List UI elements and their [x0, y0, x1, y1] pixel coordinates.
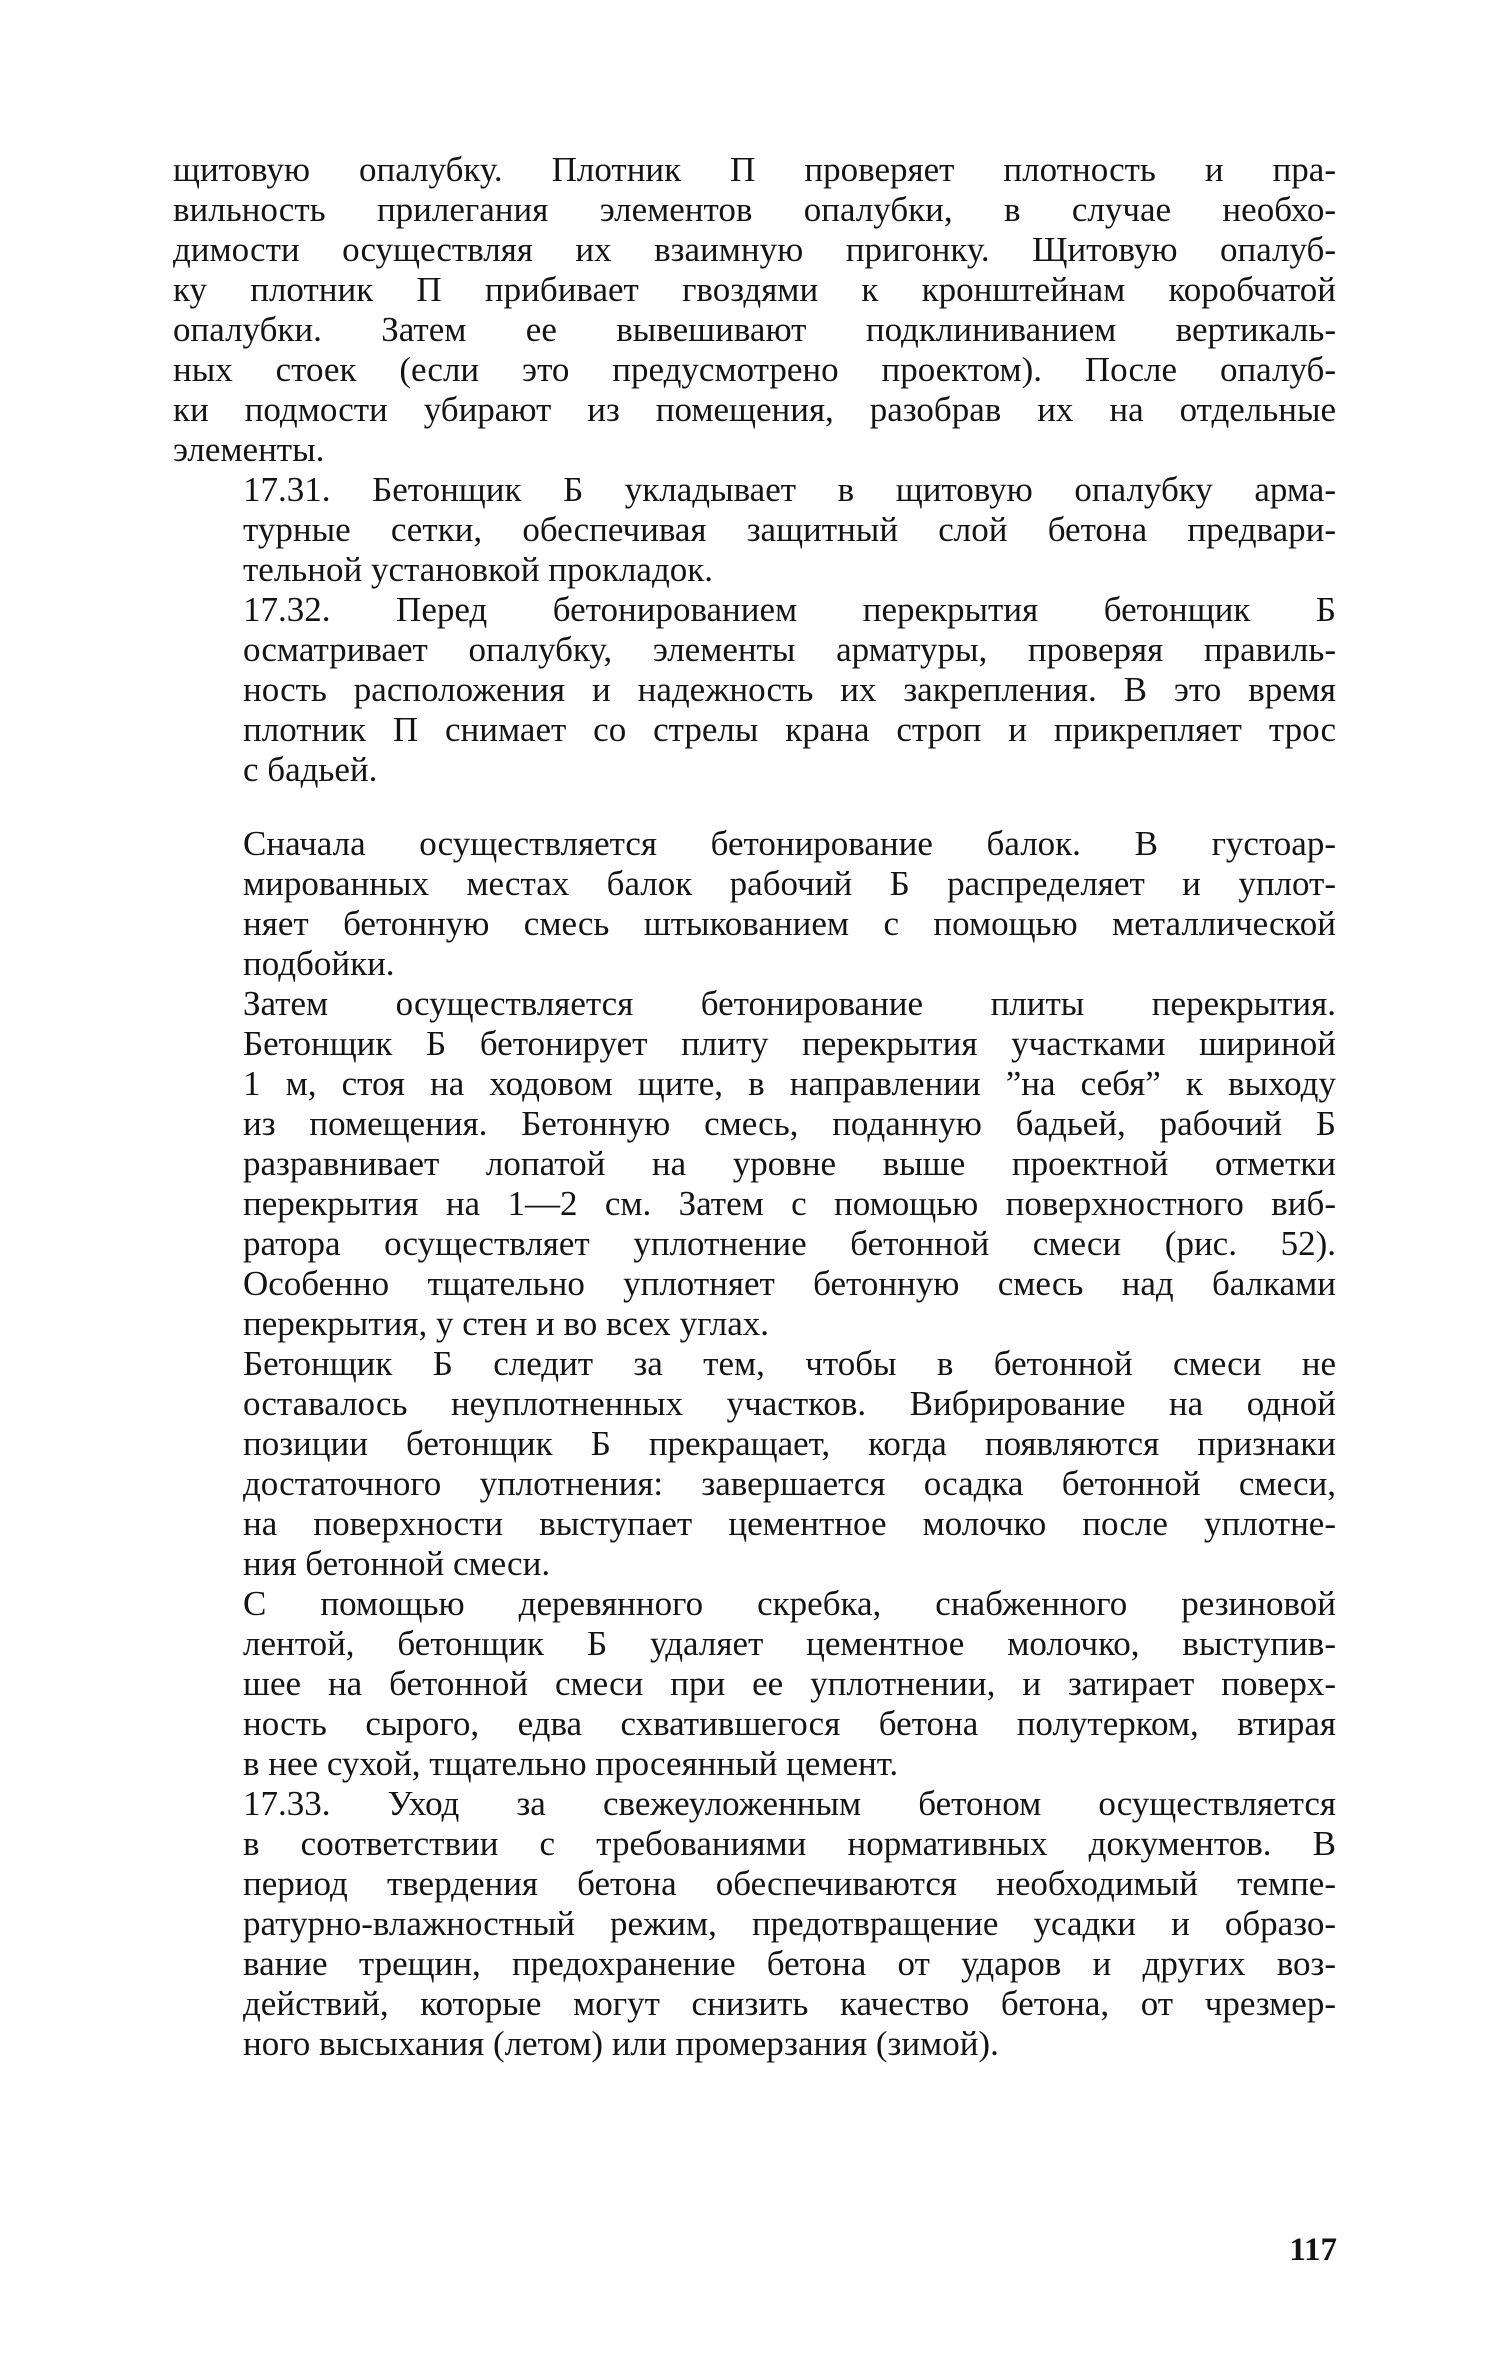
text-line: перекрытия на 1—2 см. Затем с помощью поверхностного виб-	[243, 1184, 1336, 1223]
paragraph-17-32	[173, 590, 1336, 790]
paragraph-vibration	[173, 1344, 1336, 1584]
text-line: шее на бетонной смеси при ее уплотнении, и затирает поверх-	[243, 1664, 1336, 1703]
text-line: перекрытия, у стен и во всех углах.	[243, 1304, 769, 1343]
text-line: щитовую опалубку. Плотник П проверяет плотность и пра-	[173, 150, 1336, 189]
text-line: димости осуществляя их взаимную пригонку. Щитовую опалуб-	[173, 230, 1336, 269]
text-line: осматривает опалубку, элементы арматуры, проверяя правиль-	[243, 630, 1336, 669]
text-line: Бетонщик Б следит за тем, чтобы в бетонной смеси не	[243, 1344, 1336, 1383]
text-line: ность сырого, едва схватившегося бетона полутерком, втирая	[243, 1704, 1336, 1743]
paragraph-slab	[173, 984, 1336, 1344]
text-line: няет бетонную смесь штыкованием с помощью металлической	[243, 904, 1336, 943]
text-line: ки подмости убирают из помещения, разобрав их на отдельные	[173, 390, 1336, 429]
text-line: вание трещин, предохранение бетона от ударов и других воз-	[243, 1944, 1336, 1983]
text-line: ратурно-влажностный режим, предотвращение усадки и образо-	[243, 1904, 1336, 1943]
page-body	[173, 150, 1336, 2064]
text-line: Сначала осуществляется бетонирование балок. В густоар-	[243, 824, 1336, 863]
text-line: С помощью деревянного скребка, снабженного резиновой	[243, 1584, 1336, 1623]
text-line: ность расположения и надежность их закрепления. В это время	[243, 670, 1336, 709]
paragraph-17-31	[173, 470, 1336, 590]
text-line: лентой, бетонщик Б удаляет цементное молочко, выступив-	[243, 1624, 1336, 1663]
text-line: ния бетонной смеси.	[243, 1544, 551, 1583]
paragraph-17-33	[173, 1784, 1336, 2064]
text-line: ных стоек (если это предусмотрено проектом). После опалуб-	[173, 350, 1336, 389]
text-line: подбойки.	[243, 944, 395, 983]
text-line: Особенно тщательно уплотняет бетонную смесь над балками	[243, 1264, 1336, 1303]
text-line: действий, которые могут снизить качество бетона, от чрезмер-	[243, 1984, 1336, 2023]
text-line: в соответствии с требованиями нормативных документов. В	[243, 1824, 1336, 1863]
text-line: ного высыхания (летом) или промерзания (зимой).	[243, 2024, 999, 2063]
text-line: плотник П снимает со стрелы крана строп и прикрепляет трос	[243, 710, 1336, 749]
text-line: с бадьей.	[243, 750, 378, 789]
text-line: Затем осуществляется бетонирование плиты перекрытия.	[243, 984, 1336, 1023]
text-line: ратора осуществляет уплотнение бетонной смеси (рис. 52).	[243, 1224, 1336, 1263]
text-line: вильность прилегания элементов опалубки, в случае необхо-	[173, 190, 1336, 229]
text-line: 1 м, стоя на ходовом щите, в направлении ”на себя” к выходу	[243, 1064, 1336, 1103]
text-line: 17.32. Перед бетонированием перекрытия бетонщик Б	[243, 590, 1336, 629]
text-line: на поверхности выступает цементное молочко после уплотне-	[243, 1504, 1336, 1543]
text-line: Бетонщик Б бетонирует плиту перекрытия участками шириной	[243, 1024, 1336, 1063]
text-line: элементы.	[173, 430, 325, 469]
text-line: 17.33. Уход за свежеуложенным бетоном осуществляется	[243, 1784, 1336, 1823]
text-line: период твердения бетона обеспечиваются необходимый темпе-	[243, 1864, 1336, 1903]
text-line: тельной установкой прокладок.	[243, 550, 714, 589]
text-line: разравнивает лопатой на уровне выше проектной отметки	[243, 1144, 1336, 1183]
text-line: достаточного уплотнения: завершается осадка бетонной смеси,	[243, 1464, 1336, 1503]
text-line: опалубки. Затем ее вывешивают подклиниванием вертикаль-	[173, 310, 1336, 349]
text-line: мированных местах балок рабочий Б распределяет и уплот-	[243, 864, 1336, 903]
paragraph-1	[173, 150, 1336, 470]
page-number: 117	[1289, 2232, 1337, 2268]
text-line: позиции бетонщик Б прекращает, когда появляются признаки	[243, 1424, 1336, 1463]
text-line: оставалось неуплотненных участков. Вибрирование на одной	[243, 1384, 1336, 1423]
paragraph-scraper	[173, 1584, 1336, 1784]
text-line: 17.31. Бетонщик Б укладывает в щитовую опалубку арма-	[243, 470, 1336, 509]
text-line: ку плотник П прибивает гвоздями к кронштейнам коробчатой	[173, 270, 1336, 309]
text-line: из помещения. Бетонную смесь, поданную бадьей, рабочий Б	[243, 1104, 1336, 1143]
text-line: в нее сухой, тщательно просеянный цемент.	[243, 1744, 899, 1783]
text-line: турные сетки, обеспечивая защитный слой бетона предвари-	[243, 510, 1336, 549]
paragraph-beams	[173, 824, 1336, 984]
